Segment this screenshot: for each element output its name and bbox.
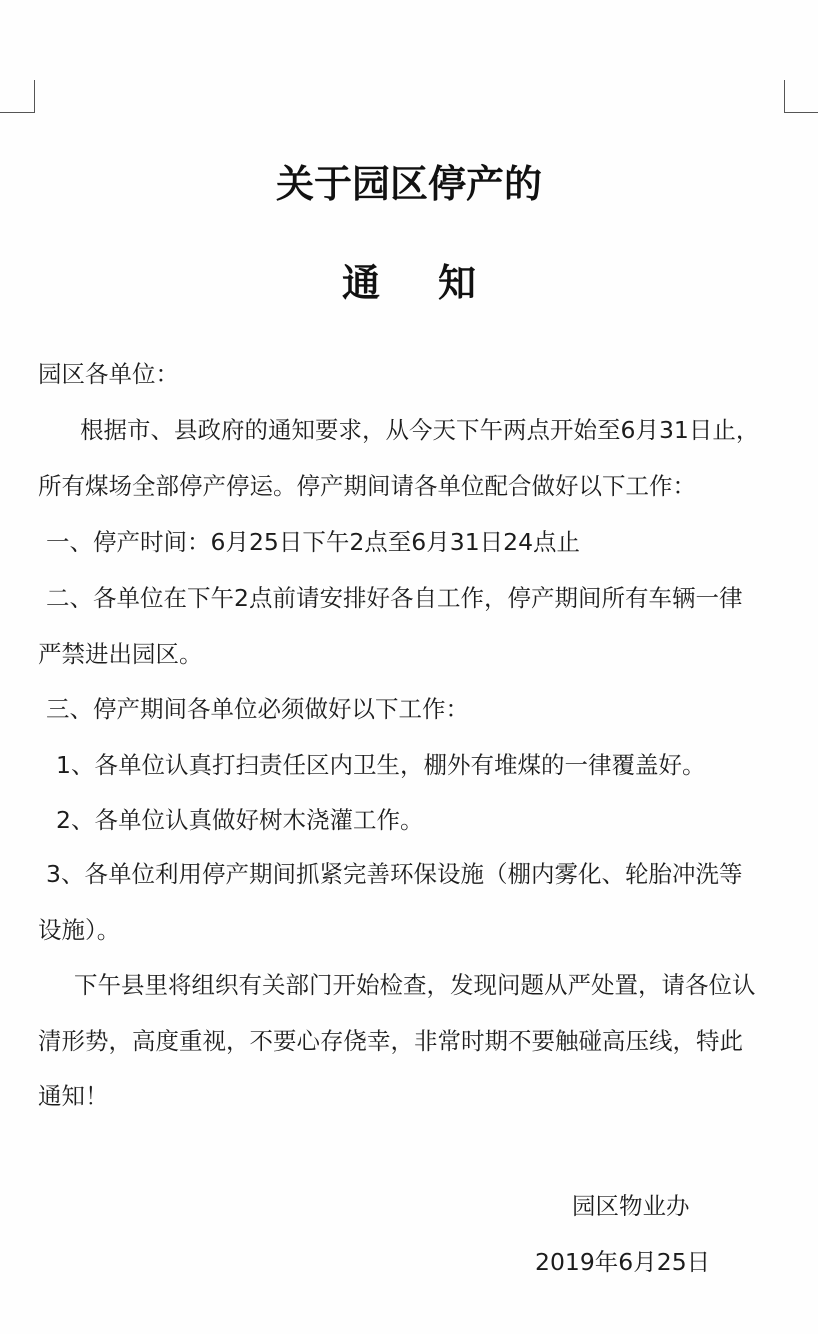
- item-1: 一、停产时间：6月25日下午2点至6月31日24点止: [46, 528, 581, 556]
- intro-line-2: 所有煤场全部停产停运。停产期间请各单位配合做好以下工作：: [38, 472, 696, 500]
- notice-title-line2: 通知: [341, 261, 534, 305]
- item-3: 三、停产期间各单位必须做好以下工作：: [46, 695, 469, 723]
- salutation: 园区各单位：: [38, 360, 179, 388]
- sub-item-3-line-2: 设施）。: [38, 916, 121, 944]
- intro-line-1: 根据市、县政府的通知要求，从今天下午两点开始至6月31日止，: [80, 416, 760, 444]
- margin-corner-mark-left: [0, 80, 35, 113]
- notice-title-line1: 关于园区停产的: [275, 162, 542, 206]
- item-2-line-2: 严禁进出园区。: [38, 640, 203, 668]
- closing-line-2: 清形势，高度重视，不要心存侥幸，非常时期不要触碰高压线，特此: [38, 1027, 743, 1055]
- item-2-line-1: 二、各单位在下午2点前请安排好各自工作，停产期间所有车辆一律: [46, 584, 743, 612]
- sub-item-2: 2、各单位认真做好树木浇灌工作。: [56, 806, 424, 834]
- issue-date: 2019年6月25日: [535, 1248, 711, 1276]
- issuer: 园区物业办: [572, 1192, 690, 1220]
- margin-corner-mark-right: [784, 80, 818, 113]
- sub-item-1: 1、各单位认真打扫责任区内卫生，棚外有堆煤的一律覆盖好。: [56, 751, 706, 779]
- sub-item-3-line-1: 3、各单位利用停产期间抓紧完善环保设施（棚内雾化、轮胎冲洗等: [46, 860, 743, 888]
- closing-line-1: 下午县里将组织有关部门开始检查，发现问题从严处置，请各位认: [74, 971, 756, 999]
- closing-line-3: 通知！: [38, 1082, 109, 1110]
